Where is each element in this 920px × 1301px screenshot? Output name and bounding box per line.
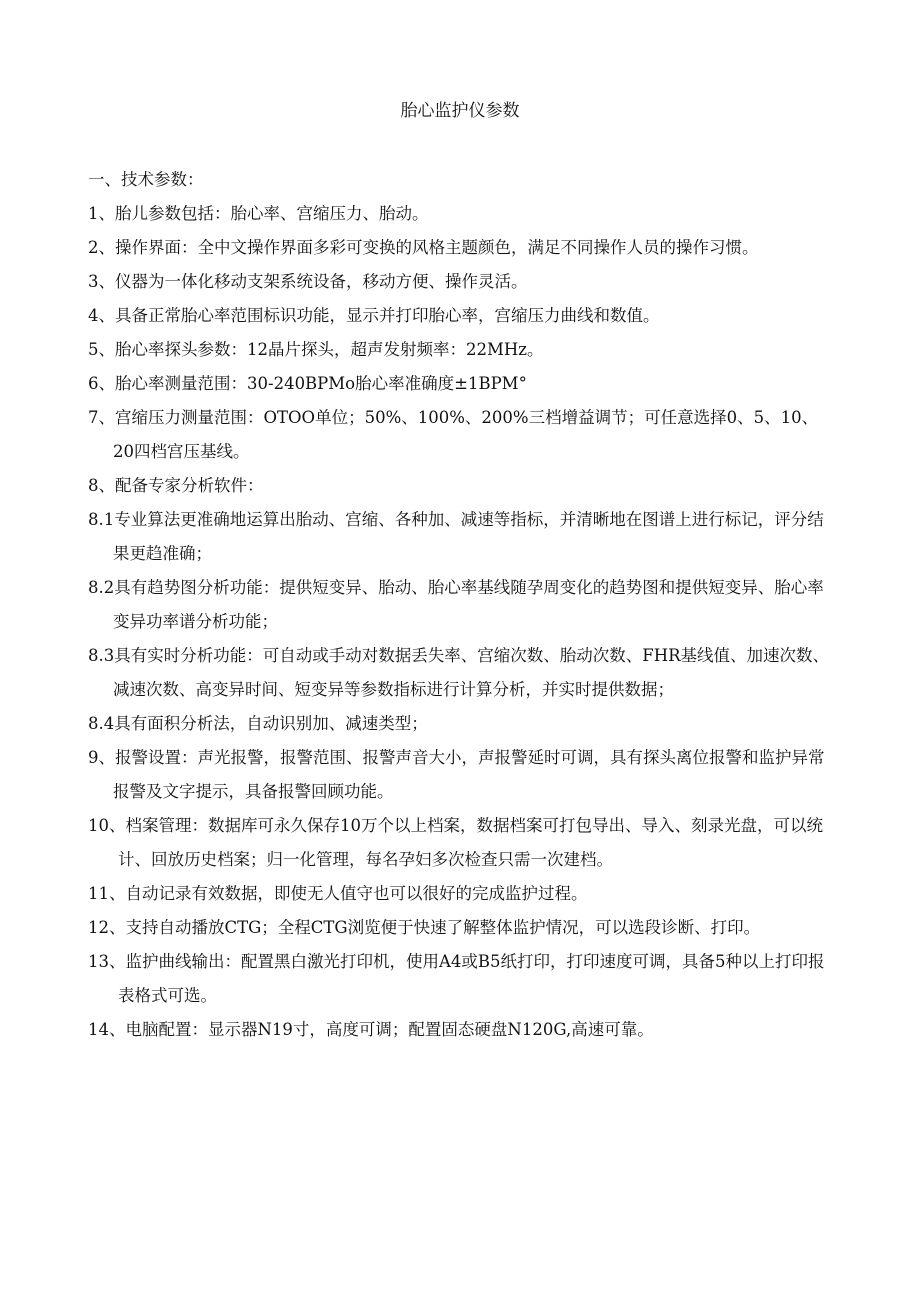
- param-item-12: 12、支持自动播放CTG；全程CTG浏览便于快速了解整体监护情况，可以选段诊断、打印。: [88, 918, 761, 937]
- param-item-8-4: 8.4具有面积分析法，自动识别加、减速类型；: [88, 714, 428, 733]
- param-item-1: 1、胎儿参数包括：胎心率、宫缩压力、胎动。: [88, 204, 429, 223]
- param-item-8-1: 8.1专业算法更准确地运算出胎动、宫缩、各种加、减速等指标，并清晰地在图谱上进行标记，评分结果更趋准确；: [88, 510, 824, 563]
- param-item-8: 8、配备专家分析软件：: [88, 476, 264, 495]
- section-heading-technical-params: 一、技术参数：: [88, 170, 204, 189]
- param-item-8-3: 8.3具有实时分析功能：可自动或手动对数据丢失率、宫缩次数、胎动次数、FHR基线值、加速次数、减速次数、高变异时间、短变异等参数指标进行计算分析，并实时提供数据；: [88, 646, 830, 699]
- param-item-3: 3、仪器为一体化移动支架系统设备，移动方便、操作灵活。: [88, 272, 528, 291]
- param-item-11: 11、自动记录有效数据，即使无人值守也可以很好的完成监护过程。: [88, 884, 588, 903]
- param-item-2: 2、操作界面：全中文操作界面多彩可变换的风格主题颜色，满足不同操作人员的操作习惯。: [88, 238, 759, 257]
- param-item-7: 7、宫缩压力测量范围：OTOO单位；50%、100%、200%三档增益调节；可任意选择0、5、10、20四档宫压基线。: [88, 408, 819, 461]
- param-item-6: 6、胎心率测量范围：30-240BPMo胎心率准确度±1BPM°: [88, 374, 527, 393]
- param-item-9: 9、报警设置：声光报警，报警范围、报警声音大小，声报警延时可调，具有探头离位报警和监护异常报警及文字提示，具备报警回顾功能。: [88, 748, 825, 801]
- param-item-8-2: 8.2具有趋势图分析功能：提供短变异、胎动、胎心率基线随孕周变化的趋势图和提供短变异、胎心率变异功率谱分析功能；: [88, 578, 824, 631]
- param-item-4: 4、具备正常胎心率范围标识功能，显示并打印胎心率，宫缩压力曲线和数值。: [88, 306, 660, 325]
- param-item-10: 10、档案管理：数据库可永久保存10万个以上档案，数据档案可打包导出、导入、刻录光盘，可以统计、回放历史档案；归一化管理，每名孕妇多次检查只需一次建档。: [88, 816, 823, 869]
- param-item-13: 13、监护曲线输出：配置黑白激光打印机，使用A4或B5纸打印，打印速度可调，具备5种以上打印报表格式可选。: [88, 952, 825, 1005]
- document-body: [88, 163, 833, 1047]
- param-item-14: 14、电脑配置：显示器N19寸，高度可调；配置固态硬盘N120G,高速可靠。: [88, 1020, 654, 1039]
- param-item-5: 5、胎心率探头参数：12晶片探头，超声发射频率：22MHz。: [88, 340, 544, 359]
- document-title: 胎心监护仪参数: [400, 101, 520, 121]
